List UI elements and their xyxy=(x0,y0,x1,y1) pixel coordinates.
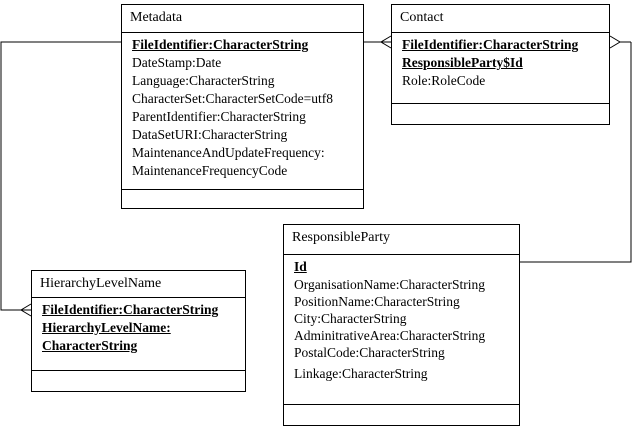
attribute-date-stamp: DateStamp:Date xyxy=(132,55,222,70)
class-contact xyxy=(391,4,610,125)
attribute-role: Role:RoleCode xyxy=(402,73,486,88)
attribute-list xyxy=(284,255,519,405)
attribute-hierarchy-level-name-type: CharacterString xyxy=(42,338,138,353)
attribute-file-identifier: FileIdentifier:CharacterString xyxy=(132,37,309,52)
class-name: HierarchyLevelName xyxy=(32,271,245,298)
attribute-postal-code: PostalCode:CharacterString xyxy=(294,345,445,360)
attribute-position-name: PositionName:CharacterString xyxy=(294,294,460,309)
class-hierarchy-level-name xyxy=(31,270,246,392)
attribute-organisation-name: OrganisationName:CharacterString xyxy=(294,277,485,292)
attribute-parent-identifier: ParentIdentifier:CharacterString xyxy=(132,109,306,124)
attribute-hierarchy-level-name: HierarchyLevelName: xyxy=(42,320,171,335)
attribute-list xyxy=(122,33,363,190)
attribute-character-set: CharacterSet:CharacterSetCode=utf8 xyxy=(132,91,334,106)
attribute-dataset-uri: DataSetURI:CharacterString xyxy=(132,127,288,142)
class-name: ResponsibleParty xyxy=(284,225,519,255)
attribute-maintenance-frequency: MaintenanceAndUpdateFrequency: xyxy=(132,145,325,160)
class-name: Contact xyxy=(392,5,609,33)
attribute-file-identifier: FileIdentifier:CharacterString xyxy=(402,37,579,52)
class-name: Metadata xyxy=(122,5,363,33)
attribute-file-identifier: FileIdentifier:CharacterString xyxy=(42,302,219,317)
class-responsible-party xyxy=(283,224,520,426)
attribute-language: Language:CharacterString xyxy=(132,73,275,88)
attribute-list xyxy=(32,298,245,371)
attribute-list xyxy=(392,33,609,104)
attribute-city: City:CharacterString xyxy=(294,311,407,326)
attribute-id: Id xyxy=(294,259,307,274)
connector-metadata-contact xyxy=(364,36,391,48)
attribute-responsible-party-id: ResponsibleParty$Id xyxy=(402,55,523,70)
attribute-maintenance-frequency-code: MaintenanceFrequencyCode xyxy=(132,163,288,178)
class-metadata xyxy=(121,4,364,209)
attribute-linkage: Linkage:CharacterString xyxy=(294,366,428,381)
attribute-administrative-area: AdminitrativeArea:CharacterString xyxy=(294,328,486,343)
